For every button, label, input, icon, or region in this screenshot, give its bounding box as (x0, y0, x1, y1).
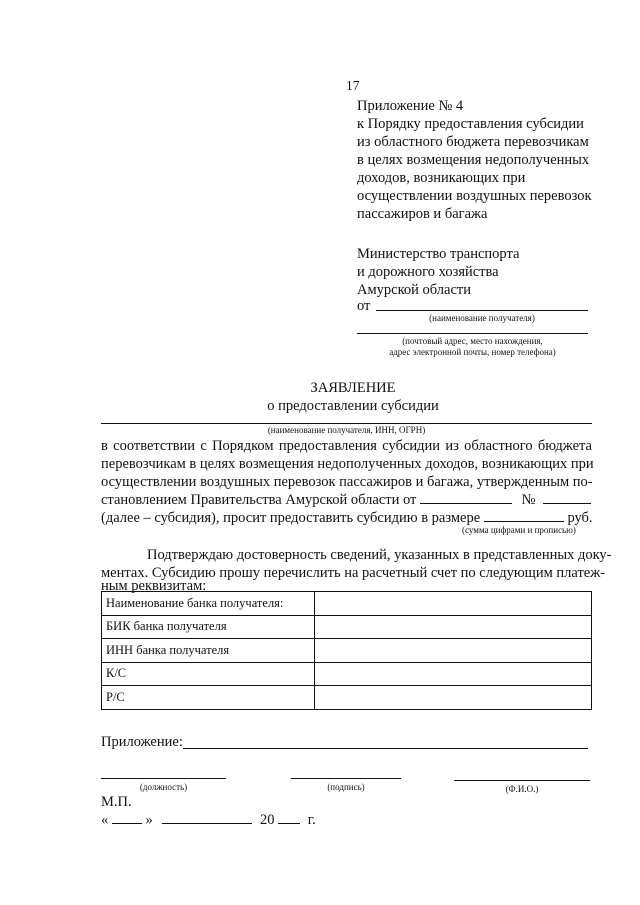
ks-value[interactable] (315, 662, 592, 686)
resolution-date-line[interactable] (420, 491, 512, 504)
signature-caption: (подпись) (327, 782, 365, 792)
appendix-line: пассажиров и багажа (357, 206, 488, 222)
resolution-number-line[interactable] (543, 491, 591, 504)
address-caption: адрес электронной почты, номер телефона) (389, 347, 556, 357)
year-prefix: 20 (260, 812, 275, 828)
appendix-line: Приложение № 4 (357, 98, 464, 114)
position-caption: (должность) (139, 782, 188, 792)
amount-text: (далее – субсидия), просит предоставить субсидию в размере (101, 510, 481, 526)
rs-value[interactable] (315, 686, 592, 710)
attachment-line[interactable] (183, 748, 588, 749)
confirm-line: ным реквизитам: (101, 578, 207, 594)
appendix-line: осуществлении воздушных перевозок (357, 188, 592, 204)
document-subtitle: о предоставлении субсидии (267, 398, 439, 414)
full-name-caption: (Ф.И.О.) (505, 784, 539, 794)
recipient-name-line[interactable] (376, 310, 588, 311)
rs-label: Р/С (102, 686, 315, 710)
recipient-caption: (наименование получателя) (429, 313, 535, 323)
address-caption: (почтовый адрес, место нахождения, (402, 336, 543, 346)
bank-name-label: Наименование банка получателя: (102, 592, 315, 616)
bank-inn-label: ИНН банка получателя (102, 639, 315, 663)
resolution-text: становлением Правительства Амурской области от (101, 492, 417, 508)
table-row (102, 592, 592, 616)
appendix-line: из областного бюджета перевозчикам (357, 134, 589, 150)
body-line: осуществлении воздушных перевозок пассажиров и багажа, утвержденным по- (101, 474, 593, 490)
close-quote: » (145, 812, 153, 828)
stamp-label: М.П. (101, 794, 132, 810)
document-title: ЗАЯВЛЕНИЕ (310, 380, 396, 396)
number-sign: № (521, 492, 536, 508)
table-row (102, 662, 592, 686)
bank-name-value[interactable] (315, 592, 592, 616)
recipient-details-line[interactable] (101, 423, 592, 424)
table-row (102, 639, 592, 663)
from-label: от (357, 298, 371, 314)
appendix-line: доходов, возникающих при (357, 170, 526, 186)
appendix-line: в целях возмещения недополученных (357, 152, 590, 168)
recipient-details-caption: (наименование получателя, ИНН, ОГРН) (267, 425, 426, 435)
year-suffix: г. (307, 812, 316, 828)
position-line[interactable] (101, 778, 226, 779)
full-name-line[interactable] (454, 780, 590, 781)
date-line (101, 811, 316, 829)
month-line[interactable] (162, 811, 252, 824)
addressee-line: и дорожного хозяйства (357, 264, 499, 280)
appendix-line: к Порядку предоставления субсидии (357, 116, 584, 132)
amount-line[interactable] (484, 509, 564, 522)
page-number: 17 (346, 78, 360, 93)
table-row (102, 686, 592, 710)
confirm-line: ментах. Субсидию прошу перечислить на расчетный счет по следующим платеж- (101, 565, 606, 581)
bank-details-table (101, 591, 592, 710)
open-quote: « (101, 812, 109, 828)
year-line[interactable] (278, 811, 300, 824)
body-line-4 (101, 491, 591, 509)
bank-inn-value[interactable] (315, 639, 592, 663)
day-line[interactable] (112, 811, 142, 824)
addressee-line: Амурской области (357, 282, 471, 298)
attachment-label: Приложение: (101, 734, 183, 750)
body-line: в соответствии с Порядком предоставления субсидии из областного бюджета (101, 438, 592, 454)
table-row (102, 615, 592, 639)
bik-label: БИК банка получателя (102, 615, 315, 639)
signature-line[interactable] (291, 778, 401, 779)
currency-label: руб. (567, 510, 593, 526)
addressee-line: Министерство транспорта (357, 246, 520, 262)
ks-label: К/С (102, 662, 315, 686)
address-line[interactable] (357, 333, 588, 334)
body-line: перевозчикам в целях возмещения недополученных доходов, возникающих при (101, 456, 594, 472)
amount-caption: (сумма цифрами и прописью) (462, 525, 576, 535)
confirm-line: Подтверждаю достоверность сведений, указанных в представленных доку- (147, 547, 612, 563)
bik-value[interactable] (315, 615, 592, 639)
